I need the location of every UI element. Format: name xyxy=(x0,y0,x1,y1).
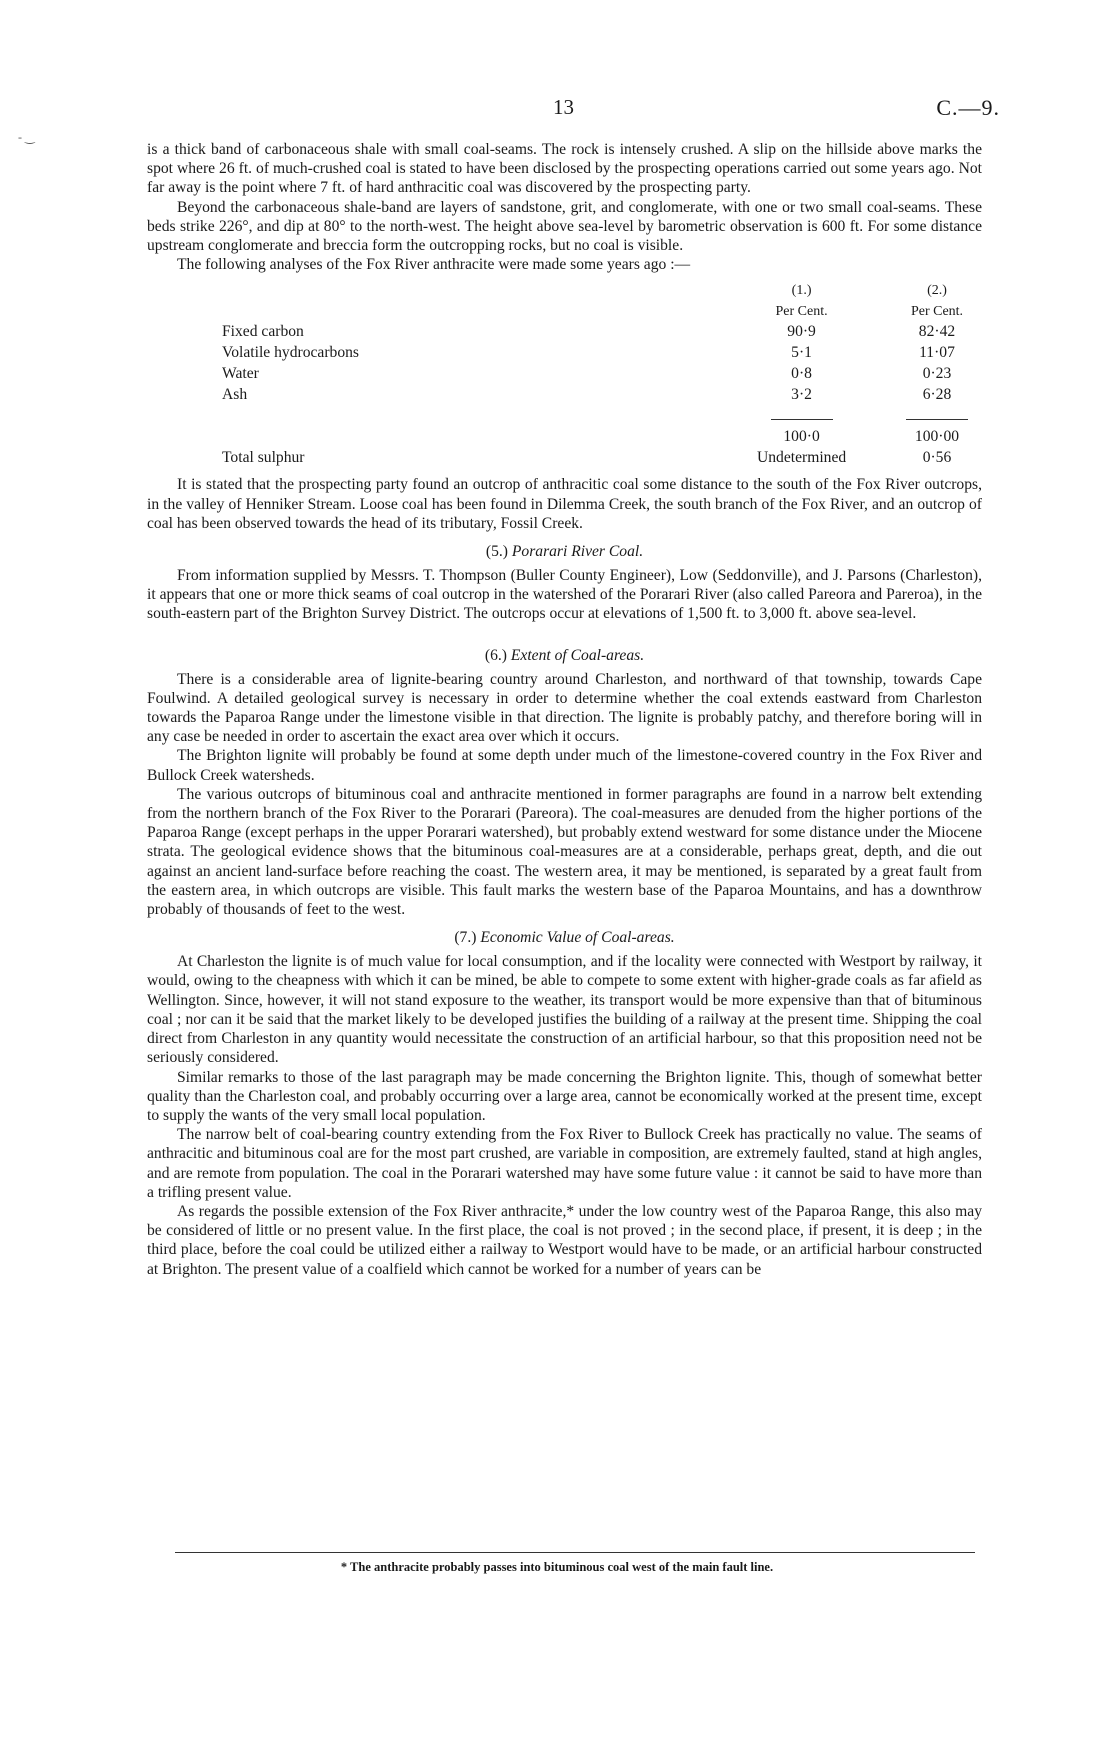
cell-value: 11·07 xyxy=(919,344,955,362)
cell-value: 0·23 xyxy=(922,365,952,383)
footnote: * The anthracite probably passes into bituminous coal west of the main fault line. xyxy=(340,1560,774,1574)
cell-value: 82·42 xyxy=(918,323,956,341)
table-header-row xyxy=(222,299,1002,320)
table-row xyxy=(222,362,1002,383)
paragraph: The narrow belt of coal-bearing country extending from the Fox River to Bullock Creek has practically no value. The seams of anthracitic and bituminous coal are for the most part crushed, are variable in composition, are extremely faulted, stand at high angles, and are remote from population. The coal in the Porarari watershed may have some future value : it cannot be said to have more than a trifling present value. xyxy=(147,1126,982,1201)
column-number: (2.) xyxy=(927,283,947,299)
paragraph: is a thick band of carbonaceous shale with small coal-seams. The rock is intensely crushed. A slip on the hillside above marks the spot where 26 ft. of much-crushed coal is stated to have been disclosed by the prospecting operations carried out some years ago. Not far away is the point where 7 ft. of hard anthracitic coal was discovered by the prospecting party. xyxy=(147,141,982,197)
paragraph: At Charleston the lignite is of much value for local consumption, and if the locality were connected with Westport by railway, it would, owing to the cheapness with which it can be mined, be able to compete to some extent with higher-grade coals as far afield as Wellington. Since, however, it will not stand exposure to the weather, its transport would be more expensive than that of bituminous coal ; nor can it be said that the market likely to be developed justifies the building of a railway at the present time. Shipping the coal direct from Charleston in any quantity would necessitate the construction of an artificial harbour, so that this proposition need not be seriously considered. xyxy=(147,953,982,1067)
sum-rule xyxy=(906,419,968,420)
column-number: (1.) xyxy=(791,283,812,299)
total-value: 100·00 xyxy=(914,428,960,446)
section-heading xyxy=(147,542,982,562)
table-row xyxy=(222,320,1002,341)
section-title: Extent of Coal-areas. xyxy=(510,646,645,664)
paragraph: The various outcrops of bituminous coal and anthracite mentioned in former paragraphs are found in a narrow belt extending from the northern branch of the Fox River to the Porarari (Pareora). The coal-measures are denuded from the higher portions of the Paparoa Range (except perhaps in the upper Porarari watershed), but probably extend westward for some distance under the Miocene strata. The geological evidence shows that the bituminous coal-measures are at a considerable, perhaps great, depth, and die out against an ancient land-surface before reaching the coast. The western area, it may be mentioned, is separated by a great fault from the eastern area, in which outcrops are visible. This fault marks the western base of the Paparoa Mountains, and has a downthrow probably of thousands of feet to the west. xyxy=(147,785,982,919)
row-label: Water xyxy=(222,365,259,383)
column-unit: Per Cent. xyxy=(910,304,964,320)
document-reference: C.—9. xyxy=(936,95,1000,120)
cell-value: 0·56 xyxy=(922,449,952,467)
table-header-row xyxy=(222,278,1002,299)
body-text xyxy=(147,140,982,1279)
section-number: (5.) xyxy=(485,543,508,561)
paragraph: The following analyses of the Fox River anthracite were made some years ago :— xyxy=(177,256,691,274)
cell-value: 0·8 xyxy=(791,365,812,383)
column-unit: Per Cent. xyxy=(775,304,828,320)
page-number: 13 xyxy=(553,95,574,119)
footnote-divider xyxy=(175,1552,975,1553)
scan-mark: - ‿ xyxy=(18,130,35,144)
cell-value: 90·9 xyxy=(787,323,816,341)
paragraph: Beyond the carbonaceous shale-band are layers of sandstone, grit, and conglomerate, with one or two small coal-seams. These beds strike 226°, and dip at 80° to the north-west. The height above sea-level by barometric observation is 600 ft. For some distance upstream conglomerate and breccia form the outcropping rocks, but no coal is visible. xyxy=(147,198,982,255)
section-heading xyxy=(147,646,982,666)
section-number: (7.) xyxy=(454,929,477,947)
sum-rule xyxy=(771,419,833,420)
table-total-row xyxy=(222,425,1002,446)
row-label: Volatile hydrocarbons xyxy=(222,344,359,362)
paragraph: It is stated that the prospecting party found an outcrop of anthracitic coal some distance to the south of the Fox River outcrops, in the valley of Henniker Stream. Loose coal has been found in Dilemma Creek, the south branch of the Fox River, and an outcrop of coal has been observed towards the head of its tributary, Fossil Creek. xyxy=(147,476,982,532)
analysis-table xyxy=(222,278,1002,467)
table-rule-row xyxy=(222,404,1002,425)
cell-value: 6·28 xyxy=(922,386,952,404)
paragraph: Similar remarks to those of the last paragraph may be made concerning the Brighton lignite. This, though of somewhat better quality than the Charleston coal, and probably occurring over a large area, cannot be economically worked at the present time, except to supply the wants of the very small local population. xyxy=(147,1068,982,1124)
cell-value: 3·2 xyxy=(791,386,812,404)
paragraph: As regards the possible extension of the Fox River anthracite,* under the low country west of the Paparoa Range, this also may be considered of little or no present value. In the first place, the coal is not proved ; in the second place, if present, it is deep ; in the third place, before the coal could be utilized either a railway to Westport would have to be made, or an artificial harbour constructed at Brighton. The present value of a coalfield which cannot be worked for a number of years can be xyxy=(147,1202,982,1278)
section-title: Economic Value of Coal-areas. xyxy=(480,929,675,947)
section-title: Porarari River Coal. xyxy=(511,543,644,561)
paragraph: From information supplied by Messrs. T. Thompson (Buller County Engineer), Low (Seddonville), and J. Parsons (Charleston), it appears that one or more thick seams of coal outcrop in the watershed of the Porarari River (also called Pareora and Pareroa), in the south-eastern part of the Brighton Survey District. The outcrops occur at elevations of 1,500 ft. to 3,000 ft. above sea-level. xyxy=(147,567,982,623)
paragraph: There is a considerable area of lignite-bearing country around Charleston, and northward of that township, towards Cape Foulwind. A detailed geological survey is necessary in order to determine whether the coal extends eastward from Charleston towards the Paparoa Range under the limestone visible in that direction. The lignite is probably patchy, and therefore boring will in any case be needed in order to ascertain the exact area over which it occurs. xyxy=(147,670,982,746)
table-row xyxy=(222,446,1002,467)
page-header xyxy=(0,95,1114,125)
total-value: 100·0 xyxy=(783,428,820,446)
paragraph: The Brighton lignite will probably be found at some depth under much of the limestone-covered country in the Fox River and Bullock Creek watersheds. xyxy=(147,747,982,784)
cell-value: 5·1 xyxy=(791,344,812,362)
section-heading xyxy=(147,928,982,948)
table-row xyxy=(222,383,1002,404)
row-label: Fixed carbon xyxy=(222,323,304,341)
row-label: Ash xyxy=(222,386,248,404)
table-row xyxy=(222,341,1002,362)
section-number: (6.) xyxy=(484,646,507,664)
row-label: Total sulphur xyxy=(222,449,305,467)
cell-value: Undetermined xyxy=(756,449,847,467)
